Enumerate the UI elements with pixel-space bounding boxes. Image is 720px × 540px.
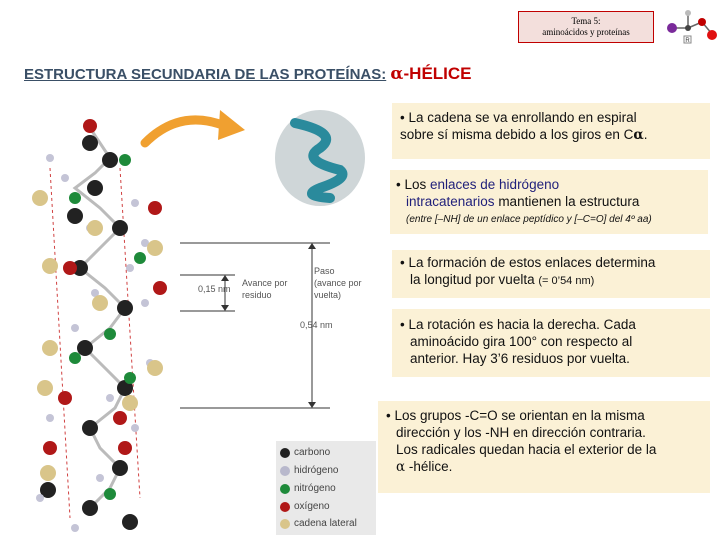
box5-line4: α -hélice. (396, 459, 453, 475)
arrow-icon (145, 120, 225, 143)
legend-dot (280, 519, 290, 529)
topic-line-1: Tema 5: (571, 16, 601, 26)
info-box-orientation (378, 401, 710, 493)
box4-line2: aminoácido gira 100° con respecto al (410, 334, 633, 349)
legend-dot (280, 466, 290, 476)
topic-badge (518, 11, 654, 43)
box4-line3: anterior. Hay 3’6 residuos por vuelta. (410, 351, 630, 366)
legend-dot (280, 448, 290, 458)
svg-text:R: R (685, 38, 690, 44)
box3-line2: la longitud por vuelta (= 0’54 nm) (410, 272, 595, 287)
box5-line1: • Los grupos -C=O se orientan en la misma (386, 408, 645, 423)
label-054nm: 0,54 nm (300, 320, 333, 330)
title-alpha-helix: α-HÉLICE (390, 64, 472, 84)
legend-item: nitrógeno (280, 483, 336, 494)
box1-line1: • La cadena se va enrollando en espiral (400, 110, 637, 125)
legend-item: cadena lateral (280, 518, 357, 529)
legend-dot (280, 502, 290, 512)
box2-note: (entre [–NH] de un enlace peptídico y [–C=O] del 4º aa) (406, 214, 652, 225)
topic-line-2: aminoácidos y proteínas (542, 27, 630, 37)
legend-dot (280, 484, 290, 494)
side-chain-atoms (32, 190, 163, 481)
info-box-spiral (392, 103, 710, 159)
box4-line1: • La rotación es hacia la derecha. Cada (400, 317, 636, 332)
atom-legend (276, 441, 376, 535)
label-015nm: 0,15 nm (198, 284, 231, 294)
box2-line2: intracatenarios mantienen la estructura (406, 194, 640, 209)
info-box-length (392, 250, 710, 298)
label-paso-3: vuelta) (314, 290, 342, 300)
box5-line3: Los radicales quedan hacia el exterior de la (396, 442, 657, 457)
box5-line2: dirección y los -NH en dirección contraria. (396, 425, 646, 440)
molecule-icon (662, 6, 718, 48)
box3-line1: • La formación de estos enlaces determina (400, 255, 656, 270)
box2-line1: • Los enlaces de hidrógeno (396, 177, 560, 192)
label-avance-1: Avance por (242, 278, 288, 288)
info-box-hydrogen-bonds (390, 170, 708, 234)
label-paso-2: (avance por (314, 278, 362, 288)
legend-item: carbono (280, 447, 330, 458)
label-avance-2: residuo (242, 290, 272, 300)
legend-item: hidrógeno (280, 465, 338, 476)
box1-line2: sobre sí misma debido a los giros en Cα. (400, 127, 648, 143)
legend-item: oxígeno (280, 501, 330, 512)
info-box-rotation (392, 309, 710, 377)
title-main: ESTRUCTURA SECUNDARIA DE LAS PROTEÍNAS: (24, 66, 387, 83)
page-title (24, 64, 472, 84)
helix-ribbon-icon (275, 110, 365, 206)
label-paso-1: Paso (314, 266, 335, 276)
